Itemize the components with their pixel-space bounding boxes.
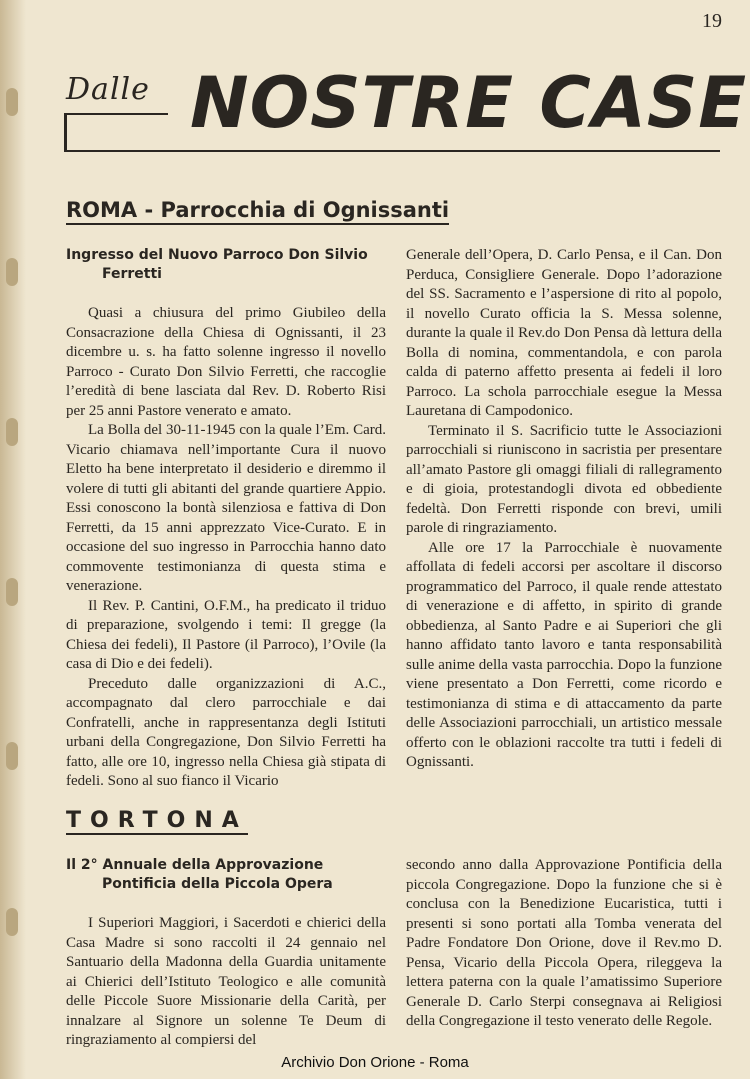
masthead [60, 62, 748, 152]
page-binding [0, 0, 26, 1079]
roma-subtitle: Ingresso del Nuovo Parroco Don Silvio Ferretti [66, 247, 368, 282]
paragraph: Alle ore 17 la Parrocchiale è nuovamente affollata di fedeli accorsi per ascoltare il discorso programmatico del Parroco, il quale rende attestato di venerazione e di affetto, in spirito di grande obbedienza, al Santo Padre e ai Superiori che gli hanno affidato tanto lavoro e tanta responsabilità sulle anime della vasta parrocchia. Dopo la funzione viene presentato a Don Ferretti, come ricordo e testimonianza di stima e di attaccamento da parte delle Associazioni parrocchiali, un artistico messale offerto con le oblazioni raccolte tra tutti i fedeli di Ognissanti. [406, 539, 722, 770]
binding-hole [6, 742, 18, 770]
section-title-tortona: TORTONA [66, 808, 248, 833]
paragraph: La Bolla del 30-11-1945 con la quale l’Em. Card. Vicario chiamava nell’importante Cura il nuovo Eletto ha bene interpretato il desiderio e diremmo il volere di tutti gli abitanti del grande quartiere Appio. Essi conoscono la bontà silenziosa e fattiva di Don Ferretti, da 15 anni apprezzato Vice-Curato. E in occasione del suo ingresso in Parrocchia hanno dato commovente testimonianza di questa stima e venerazione. [66, 422, 386, 594]
masthead-rule [64, 114, 67, 150]
binding-hole [6, 908, 18, 936]
page-number: 19 [702, 10, 722, 32]
paragraph: Il Rev. P. Cantini, O.F.M., ha predicato il triduo di preparazione, svolgendo i temi: Il gregge (la Chiesa dei fedeli), Il Pastore (il Parroco), l’Ovile (la casa di Dio e dei fedeli). [66, 597, 386, 672]
paragraph: I Superiori Maggiori, i Sacerdoti e chierici della Casa Madre si sono raccolti il 24 gennaio nel Santuario della Madonna della Guardia unitamente ai Chierici dell’Istituto Teologico e alle comunità delle Piccole Suore Missionarie della Carità, per innalzare al Signore un solenne Te Deum di ringraziamento al compiersi del [66, 915, 386, 1048]
masthead-rule [64, 150, 720, 152]
binding-hole [6, 258, 18, 286]
binding-hole [6, 578, 18, 606]
paragraph: Quasi a chiusura del primo Giubileo della Consacrazione della Chiesa di Ognissanti, il 23 dicembre u. s. ha fatto solenne ingresso il novello Parroco - Curato Don Silvio Ferretti, che raccoglie l’eredità di bene lasciata dal Rev. D. Roberto Risi per 25 anni Pastore venerato e amato. [66, 305, 386, 419]
tortona-column-right [406, 856, 722, 1032]
masthead-rule [64, 113, 168, 115]
tortona-subtitle: Il 2° Annuale della Approvazione Pontificia della Piccola Opera [66, 857, 333, 892]
roma-column-left [66, 246, 386, 792]
section-title-roma: ROMA - Parrocchia di Ognissanti [66, 198, 449, 225]
paragraph: Terminato il S. Sacrificio tutte le Associazioni parrocchiali si riuniscono in sacristia per presentare all’amato Pastore gli omaggi filiali di rallegramento e di gioia, protestandogli divota ed obbediente fedeltà. Don Ferretti risponde con brevi, umili parole di ringraziamento. [406, 422, 722, 536]
binding-hole [6, 88, 18, 116]
masthead-dalle: Dalle [66, 72, 150, 107]
paragraph: secondo anno dalla Approvazione Pontificia della piccola Congregazione. Dopo la funzione che si è conclusa con la Benedizione Eucaristica, tutti i presenti si sono portati alla Tomba venerata del Padre Fondatore Don Orione, dove il Rev.mo D. Pensa, Vicario della Piccola Opera, rileggeva la lettera paterna con la quale l’amatissimo Superiore Generale D. Carlo Sterpi consegnava ai Religiosi della Congregazione il testo venerato delle Regole. [406, 857, 722, 1029]
masthead-title: NOSTRE CASE [190, 62, 748, 144]
binding-hole [6, 418, 18, 446]
archive-footer: Archivio Don Orione - Roma [281, 1054, 469, 1071]
paragraph: Preceduto dalle organizzazioni di A.C., accompagnato dal clero parrocchiale e dai Confratelli, anche in rappresentanza degli Istituti urbani della Congregazione, Don Silvio Ferretti ha fatto, alle ore 10, ingresso nella Chiesa già stipata di fedeli. Sono al suo fianco il Vicario [66, 675, 386, 789]
roma-column-right [406, 246, 722, 773]
tortona-column-left [66, 856, 386, 1051]
paragraph: Generale dell’Opera, D. Carlo Pensa, e il Can. Don Perduca, Consigliere Generale. Dopo l’adorazione del SS. Sacramento e l’aspersione di rito al popolo, il novello Curato officia la S. Messa solenne, durante la quale il Rev.do Don Pensa dà lettura della Bolla di nomina, commentandola, e con parola calda di paterno affetto presenta ai fedeli il loro Parroco. La schola parrocchiale esegue la Messa Lauretana di Campodonico. [406, 247, 722, 419]
